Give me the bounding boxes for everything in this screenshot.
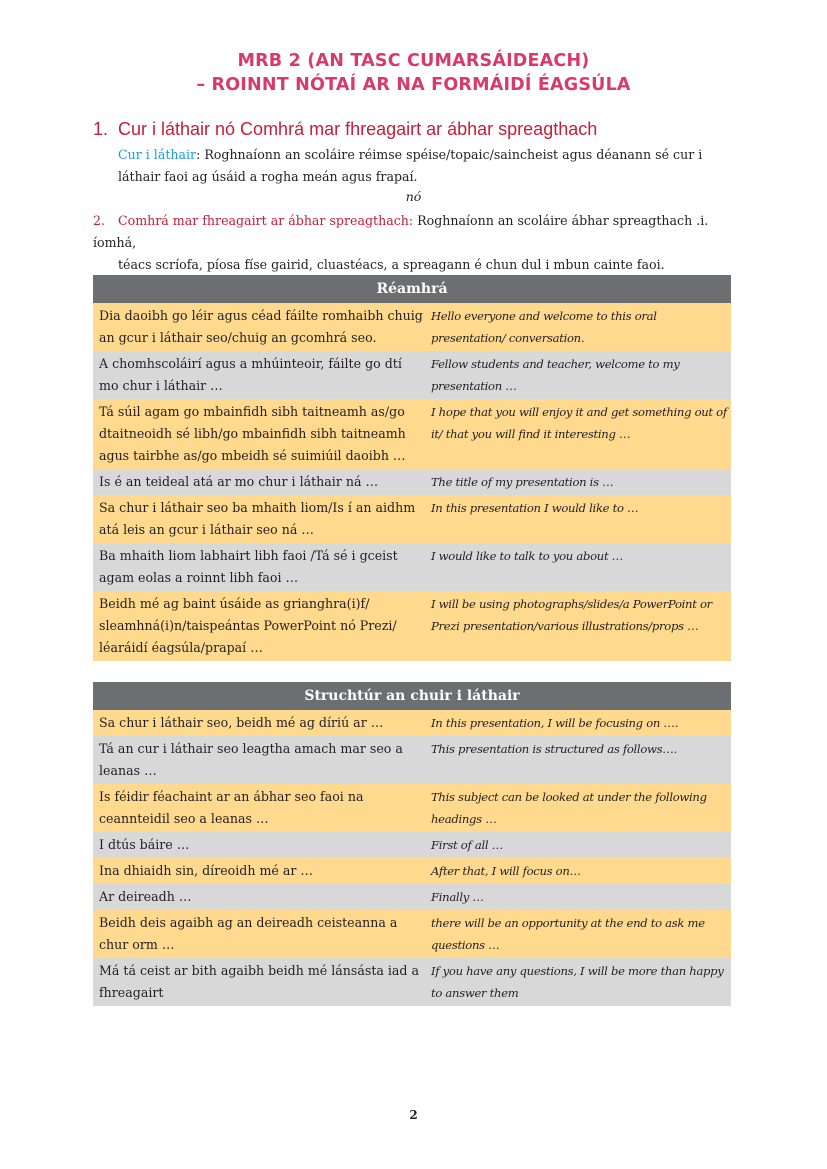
struchtur-table [93,682,731,1006]
comhra-paragraph [93,210,738,276]
table-row [93,910,731,958]
cur-i-lathair-text: : Roghnaíonn an scoláire réimse spéise/topaic/saincheist agus déanann sé cur i láthair faoi ag úsáid a rogha meán agus frapaí. [118,147,703,184]
english-translation: I hope that you will enjoy it and get something out of it/ that you will find it interesting … [427,399,731,469]
irish-phrase: Ar deireadh … [93,884,427,910]
table-row [93,832,731,858]
comhra-term: Comhrá mar fhreagairt ar ábhar spreagthach: [118,213,414,228]
english-translation: Fellow students and teacher, welcome to my presentation … [427,351,731,399]
english-translation: I would like to talk to you about … [427,543,731,591]
table-row [93,710,731,736]
section-1-heading [93,119,597,140]
title-line-1: MRB 2 (AN TASC CUMARSÁIDEACH) [237,51,590,71]
irish-phrase: Ina dhiaidh sin, díreoidh mé ar … [93,858,427,884]
table-row [93,858,731,884]
table-row [93,469,731,495]
separator-no: nó [405,189,422,204]
irish-phrase: Beidh deis agaibh ag an deireadh ceisteanna a chur orm … [93,910,427,958]
irish-phrase: Sa chur i láthair seo, beidh mé ag díriú ar … [93,710,427,736]
irish-phrase: Sa chur i láthair seo ba mhaith liom/Is í an aidhm atá leis an gcur i láthair seo ná … [93,495,427,543]
title-line-2: – ROINNT NÓTAÍ AR NA FORMÁIDÍ ÉAGSÚLA [196,75,631,95]
irish-phrase: Má tá ceist ar bith agaibh beidh mé lánsásta iad a fhreagairt [93,958,427,1006]
table-row [93,495,731,543]
english-translation: In this presentation I would like to … [427,495,731,543]
comhra-text: Roghnaíonn an scoláire ábhar spreagthach .i. íomhá, [93,213,709,250]
page-number: 2 [409,1108,418,1122]
comhra-text-continued: téacs scríofa, píosa físe gairid, cluastéacs, a spreagann é chun dul i mbun cainte faoi. [118,257,665,272]
english-translation: In this presentation, I will be focusing on …. [427,710,731,736]
english-translation: Finally … [427,884,731,910]
table-row [93,543,731,591]
table-row [93,303,731,351]
irish-phrase: Ba mhaith liom labhairt libh faoi /Tá sé i gceist agam eolas a roinnt libh faoi … [93,543,427,591]
table-row [93,591,731,661]
english-translation: I will be using photographs/slides/a PowerPoint or Prezi presentation/various illustrations/props … [427,591,731,661]
section-1-number: 1. [93,119,109,139]
reamhra-table-header: Réamhrá [93,275,731,303]
english-translation: Hello everyone and welcome to this oral presentation/ conversation. [427,303,731,351]
irish-phrase: Beidh mé ag baint úsáide as grianghra(i)f/ sleamhná(i)n/taispeántas PowerPoint nó Prezi/ léaráidí éagsúla/prapaí … [93,591,427,661]
irish-phrase: Tá súil agam go mbainfidh sibh taitneamh as/go dtaitneoidh sé libh/go mbainfidh sibh taitneamh agus tairbhe as/go mbeidh sé suimiúil daoibh … [93,399,427,469]
struchtur-table-header: Struchtúr an chuir i láthair [93,682,731,710]
english-translation: This presentation is structured as follows…. [427,736,731,784]
english-translation: First of all … [427,832,731,858]
table-row [93,351,731,399]
table-row [93,884,731,910]
page-title [0,49,827,97]
table-row [93,399,731,469]
english-translation: If you have any questions, I will be more than happy to answer them [427,958,731,1006]
section-1-heading-text: Cur i láthair nó Comhrá mar fhreagairt ar ábhar spreagthach [118,119,598,139]
cur-i-lathair-term: Cur i láthair [118,147,197,162]
english-translation: The title of my presentation is … [427,469,731,495]
irish-phrase: Dia daoibh go léir agus céad fáilte romhaibh chuig an gcur i láthair seo/chuig an gcomhrá seo. [93,303,427,351]
section-2-number: 2. [93,213,106,228]
table-row [93,958,731,1006]
reamhra-table [93,275,731,661]
irish-phrase: I dtús báire … [93,832,427,858]
cur-i-lathair-paragraph [118,144,738,188]
english-translation: After that, I will focus on… [427,858,731,884]
english-translation: This subject can be looked at under the following headings … [427,784,731,832]
table-row [93,784,731,832]
irish-phrase: Tá an cur i láthair seo leagtha amach mar seo a leanas … [93,736,427,784]
irish-phrase: Is féidir féachaint ar an ábhar seo faoi na ceannteidil seo a leanas … [93,784,427,832]
english-translation: there will be an opportunity at the end to ask me questions … [427,910,731,958]
table-row [93,736,731,784]
irish-phrase: A chomhscoláirí agus a mhúinteoir, fáilte go dtí mo chur i láthair … [93,351,427,399]
irish-phrase: Is é an teideal atá ar mo chur i láthair ná … [93,469,427,495]
